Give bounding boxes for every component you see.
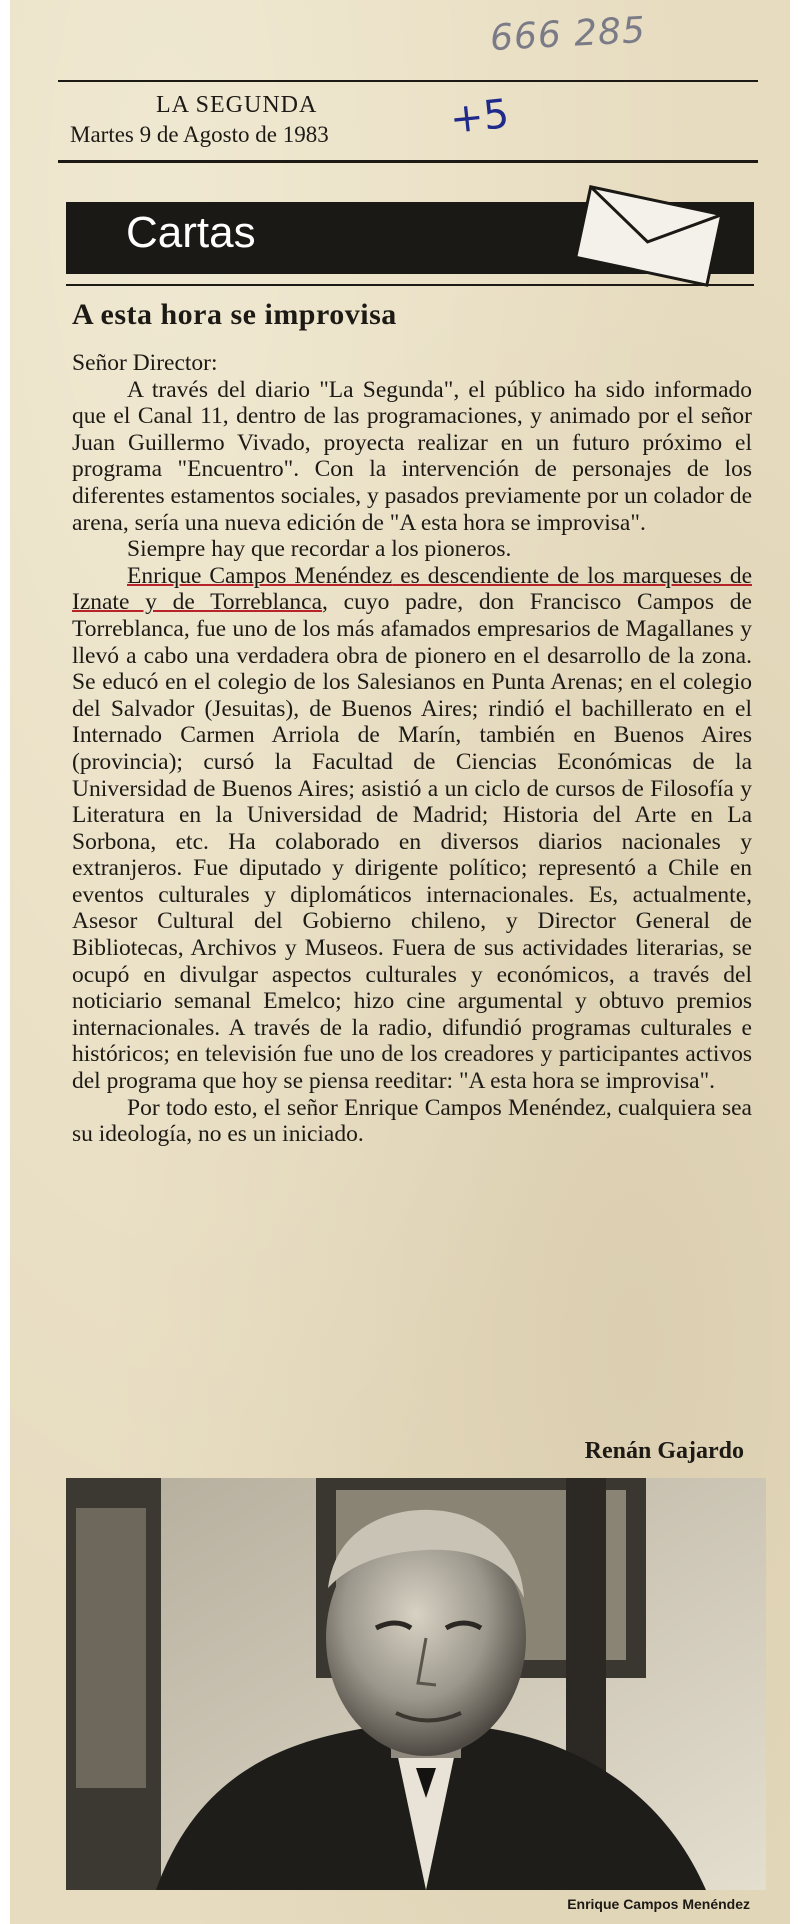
letter-signature: Renán Gajardo — [584, 1438, 744, 1464]
paragraph-4: Por todo esto, el señor Enrique Campos Menéndez, cualquiera sea su ideología, no es un iniciado. — [72, 1094, 752, 1148]
section-banner — [66, 202, 754, 274]
portrait-photo — [66, 1478, 766, 1890]
envelope-icon — [564, 180, 734, 290]
article-headline: A esta hora se improvisa — [72, 298, 397, 331]
masthead-top-rule — [58, 80, 758, 82]
masthead-bottom-rule — [58, 160, 758, 163]
newspaper-name: LA SEGUNDA — [156, 92, 318, 118]
issue-date: Martes 9 de Agosto de 1983 — [70, 122, 329, 147]
newspaper-clipping — [10, 0, 790, 1924]
section-rule — [66, 284, 754, 286]
letter-body — [72, 350, 752, 1148]
portrait-image — [66, 1478, 766, 1890]
handwritten-mark: +5 — [447, 91, 512, 143]
handwritten-archive-code: 666 285 — [489, 9, 647, 60]
underlined-name: Enrique Campos Menéndez — [127, 562, 393, 589]
section-title: Cartas — [126, 208, 256, 257]
photo-caption: Enrique Campos Menéndez — [567, 1896, 750, 1912]
underlined-phrase: es descendiente de los marqueses de Iznate y de Torreblanca — [72, 562, 753, 616]
paragraph-3-text: , cuyo padre, don Francisco Campos de Torreblanca, fue uno de los más afamados empresarios de Magallanes y llevó a cabo una verdadera obra de pionero en el desarrollo de la zona. Se educó en el colegio de los Salesianos en Punta Arenas; en el colegio del Salvador (Jesuitas), de Buenos Aires; rindió el bachillerato en el Internado Carmen Arriola de Marín, también en Buenos Aires (provincia); cursó la Facultad de Ciencias Económicas de la Universidad de Buenos Aires; asistió a un ciclo de cursos de Filosofía y Literatura en la Universidad de Madrid; Historia del Arte en La Sorbona, etc. Ha colaborado en diversos diarios nacionales y extranjeros. Fue diputado y dirigente político; representó a Chile en eventos culturales y diplomáticos internacionales. Es, actualmente, Asesor Cultural del Gobierno chileno, y Director General de Bibliotecas, Archivos y Museos. Fuera de sus actividades literarias, se ocupó en divulgar aspectos culturales y económicos, a través del noticiario semanal Emelco; hizo cine argumental y obtuvo premios internacionales. A través de la radio, difundió programas culturales e históricos; en televisión fue uno de los creadores y participantes activos del programa que hoy se piensa reeditar: "A esta hora se improvisa". — [72, 589, 752, 1095]
salutation: Señor Director: — [72, 350, 218, 376]
paragraph-2: Siempre hay que recordar a los pioneros. — [127, 536, 512, 563]
paragraph-1: A través del diario "La Segunda", el público ha sido informado que el Canal 11, dentro de las programaciones, y animado por el señor Juan Guillermo Vivado, proyecta realizar en un futuro próximo el programa "Encuentro". Con la intervención de personajes de los diferentes estamentos sociales, y pasados previamente por un colador de arena, sería una nueva edición de "A esta hora se improvisa". — [72, 376, 752, 536]
paragraph-3 — [72, 563, 752, 1095]
